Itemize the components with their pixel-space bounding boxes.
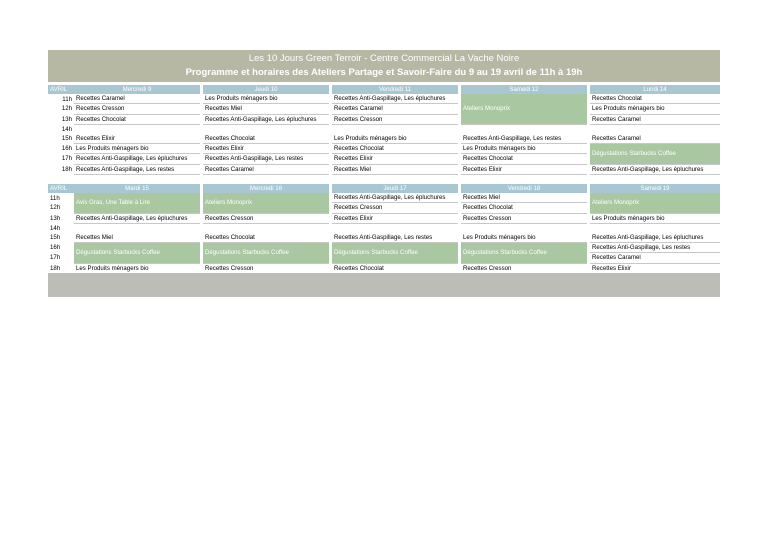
event-cell [461,223,587,233]
time-slot-row [48,134,720,144]
event-cell: Recettes Cresson [332,114,458,124]
event-cell: Recettes Elixir [461,164,587,174]
time-label: 12h [50,204,61,212]
month-label: AVRIL [48,184,74,193]
document-title: Les 10 Jours Green Terroir - Centre Commercial La Vache Noire [248,53,520,64]
day-header: Samedi 12 [461,85,587,94]
day-header: Mardi 15 [74,184,200,193]
event-cell [332,124,458,134]
event-cell: Recettes Anti-Gaspillage, Les épluchures [590,233,720,243]
document-header [48,50,720,82]
event-cell [203,223,329,233]
column-gap [200,203,203,213]
highlight-event-cell: Dégustations Starbucks Coffee [203,243,329,263]
event-cell: Recettes Chocolat [590,94,720,104]
event-cell: Recettes Anti-Gaspillage, Les épluchures [74,154,200,164]
day-header-row [48,184,720,193]
event-cell: Recettes Miel [74,233,200,243]
schedule-week-1 [48,85,720,175]
event-cell: Recettes Caramel [74,94,200,104]
event-cell: Les Produits ménagers bio [590,104,720,114]
highlight-event-cell: Avis Gras, Une Table à Lire [74,193,200,213]
time-label: 17h [61,155,72,163]
time-slot-row [48,94,720,104]
event-cell: Recettes Chocolat [461,154,587,164]
event-cell [332,223,458,233]
event-cell: Recettes Cresson [203,263,329,273]
day-header: Mercredi 9 [74,85,200,94]
day-header: Vendredi 18 [461,184,587,193]
time-slot-row [48,263,720,273]
highlight-event-cell: Dégustations Starbucks Coffee [461,243,587,263]
time-label: 18h [50,264,61,272]
time-label: 12h [61,105,72,113]
column-gap [458,104,461,114]
day-header: Lundi 14 [590,85,720,94]
day-header-row [48,85,720,94]
time-label: 13h [50,214,61,222]
highlight-event-cell: Dégustations Starbucks Coffee [332,243,458,263]
event-cell: Les Produits ménagers bio [332,134,458,144]
highlight-event-cell: Dégustations Starbucks Coffee [590,144,720,164]
event-cell [203,124,329,134]
column-gap [329,253,332,263]
day-header: Jeudi 10 [203,85,329,94]
event-cell: Recettes Elixir [74,134,200,144]
time-slot-row [48,213,720,223]
column-gap [458,253,461,263]
event-cell: Recettes Chocolat [332,144,458,154]
event-cell [590,223,720,233]
event-cell: Les Produits ménagers bio [74,263,200,273]
event-cell: Recettes Cresson [74,104,200,114]
event-cell: Recettes Anti-Gaspillage, Les restes [203,154,329,164]
time-label: 18h [61,165,72,173]
event-cell: Recettes Anti-Gaspillage, Les épluchures [332,193,458,203]
column-gap [200,253,203,263]
column-gap [587,154,590,164]
day-header: Mercredi 16 [203,184,329,193]
event-cell: Recettes Chocolat [332,263,458,273]
time-label: 16h [61,145,72,153]
time-slot-row [48,164,720,174]
event-cell: Recettes Cresson [332,203,458,213]
event-cell: Recettes Chocolat [203,134,329,144]
highlight-event-cell: Ateliers Monoprix [461,94,587,124]
document-subtitle: Programme et horaires des Ateliers Partage et Savoir-Faire du 9 au 19 avril de 11h à 19h [185,67,583,78]
event-cell: Recettes Anti-Gaspillage, Les restes [461,134,587,144]
event-cell: Recettes Elixir [332,213,458,223]
time-slot-row [48,223,720,233]
column-gap [587,203,590,213]
event-cell: Recettes Miel [332,164,458,174]
time-label: 11h [50,194,60,202]
day-header: Vendredi 11 [332,85,458,94]
event-cell [461,124,587,134]
time-label: 14h [61,125,72,133]
event-cell: Recettes Chocolat [461,203,587,213]
event-cell: Les Produits ménagers bio [461,144,587,154]
event-cell: Recettes Caramel [590,253,720,263]
time-label: 16h [50,244,61,252]
event-cell: Recettes Anti-Gaspillage, Les épluchures [203,114,329,124]
event-cell: Recettes Caramel [590,114,720,124]
time-slot-row [48,114,720,124]
time-slot-row [48,124,720,134]
time-label: 15h [50,234,61,242]
time-label: 17h [50,254,61,262]
event-cell: Recettes Anti-Gaspillage, Les restes [332,233,458,243]
day-header: Samedi 19 [590,184,720,193]
schedule-week-2 [48,184,720,274]
event-cell [74,124,200,134]
event-cell: Recettes Cresson [203,213,329,223]
time-slot-row [48,193,720,203]
event-cell: Recettes Anti-Gaspillage, Les épluchures [590,164,720,174]
event-cell: Recettes Anti-Gaspillage, Les restes [590,243,720,253]
highlight-event-cell: Dégustations Starbucks Coffee [74,243,200,263]
event-cell: Recettes Miel [203,104,329,114]
time-label: 15h [61,135,72,143]
event-cell: Les Produits ménagers bio [203,94,329,104]
day-header: Jeudi 17 [332,184,458,193]
event-cell: Les Produits ménagers bio [461,233,587,243]
time-label: 13h [61,115,72,123]
highlight-event-cell: Ateliers Monoprix [203,193,329,213]
event-cell: Recettes Caramel [203,164,329,174]
time-slot-row [48,233,720,243]
time-label: 14h [50,224,61,232]
column-gap [458,114,461,124]
event-cell: Recettes Anti-Gaspillage, Les épluchures [332,94,458,104]
month-label: AVRIL [48,85,74,94]
event-cell: Recettes Anti-Gaspillage, Les épluchures [74,213,200,223]
event-cell: Recettes Caramel [332,104,458,114]
time-slot-row [48,104,720,114]
event-cell: Recettes Anti-Gaspillage, Les restes [74,164,200,174]
time-label: 11h [62,95,72,103]
event-cell: Recettes Elixir [203,144,329,154]
event-cell: Recettes Caramel [590,134,720,144]
event-cell: Les Produits ménagers bio [74,144,200,154]
highlight-event-cell: Ateliers Monoprix [590,193,720,213]
event-cell: Recettes Elixir [590,263,720,273]
event-cell: Recettes Chocolat [203,233,329,243]
time-slot-row [48,144,720,154]
event-cell: Recettes Elixir [332,154,458,164]
event-cell: Les Produits ménagers bio [590,213,720,223]
event-cell: Recettes Chocolat [74,114,200,124]
document-footer-band [48,273,720,297]
event-cell [590,124,720,134]
event-cell [74,223,200,233]
event-cell: Recettes Miel [461,193,587,203]
event-cell: Recettes Cresson [461,263,587,273]
time-slot-row [48,243,720,253]
event-cell: Recettes Cresson [461,213,587,223]
